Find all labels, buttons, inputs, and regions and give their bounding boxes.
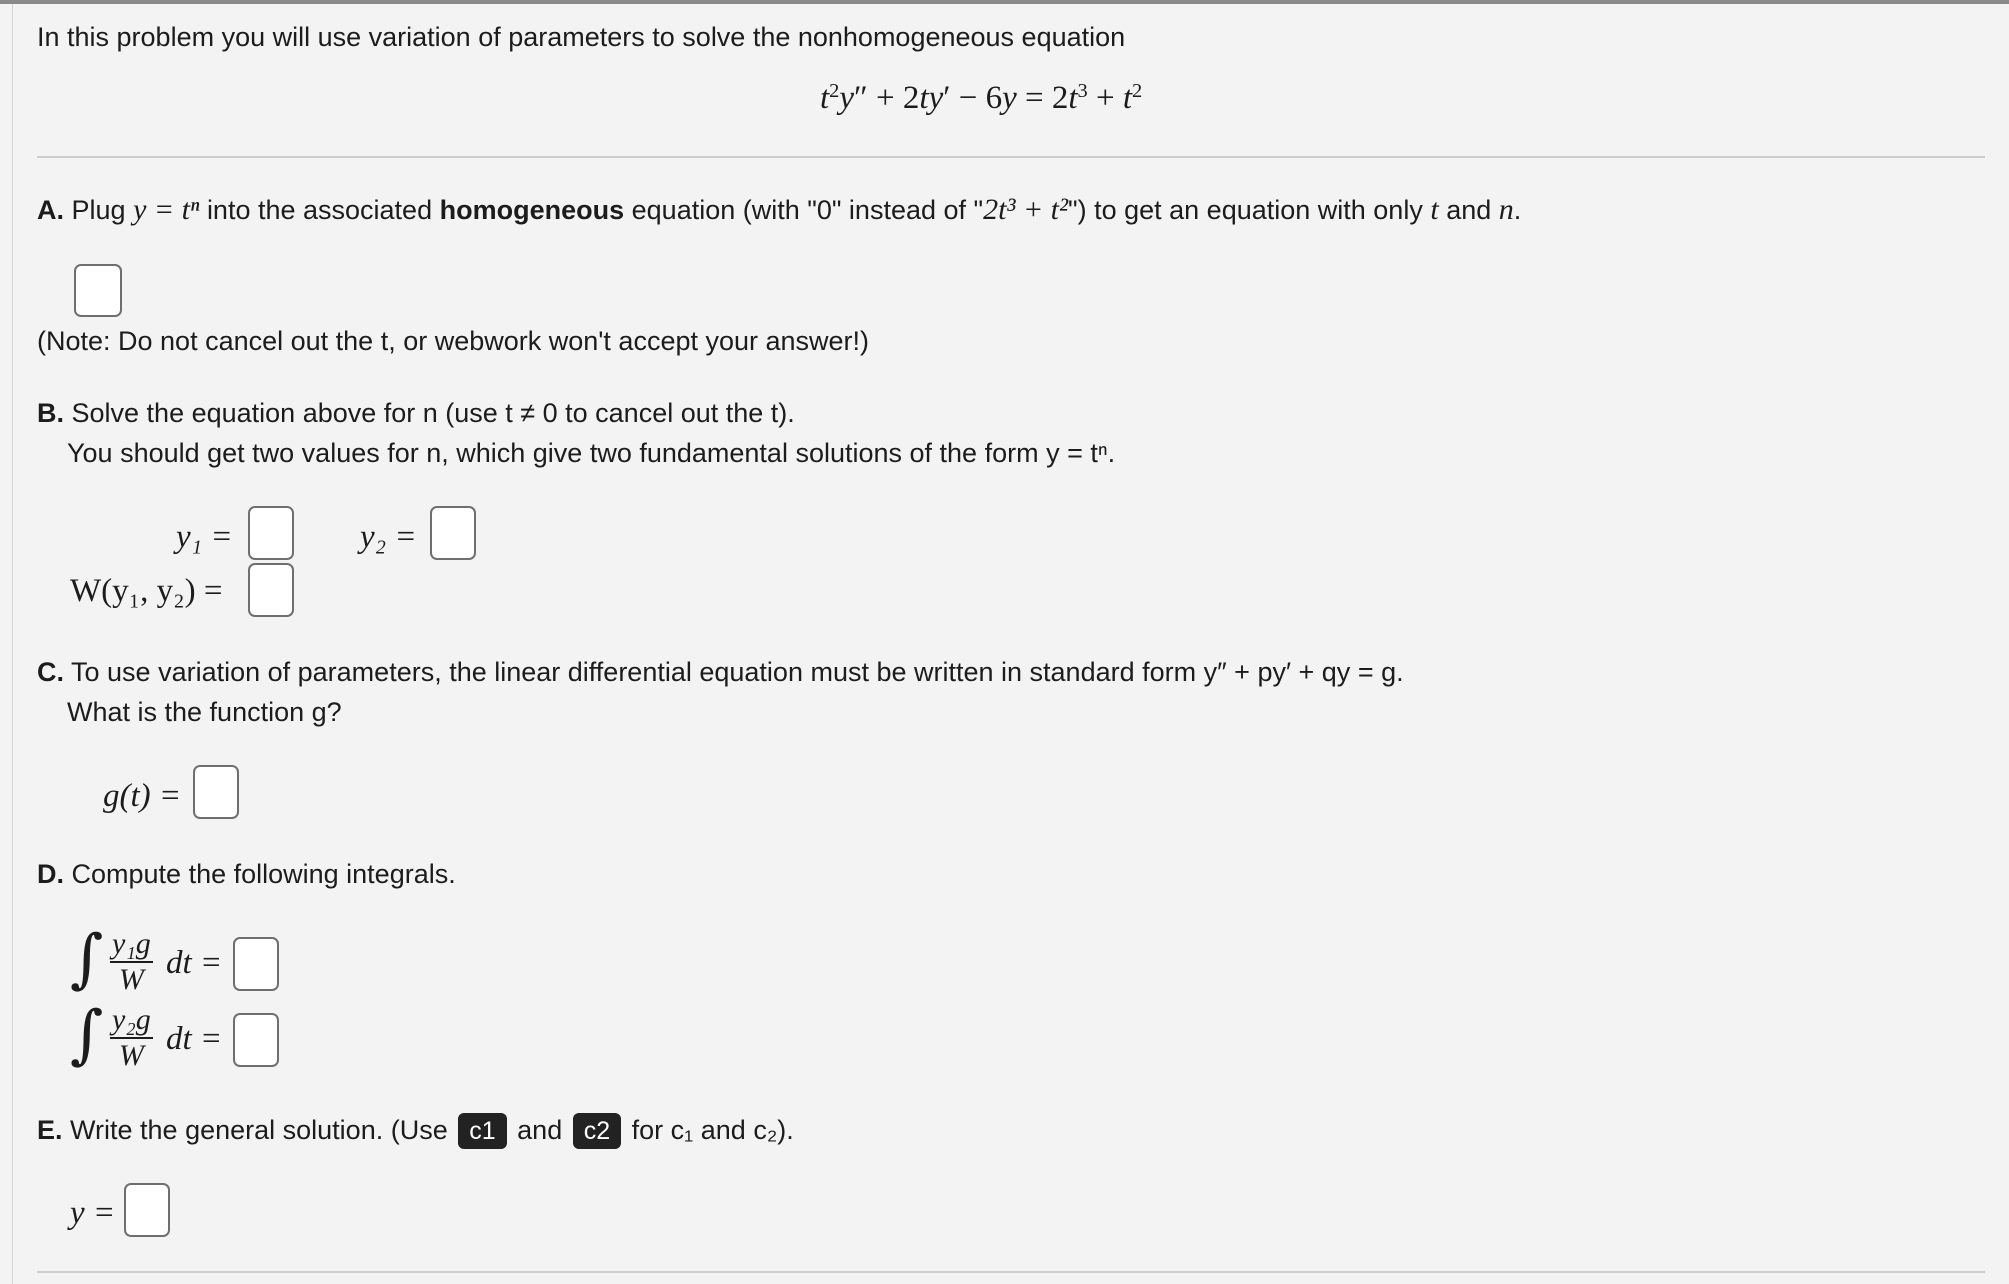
main-equation: $t^2y'' + 2ty' - 6y = 2t^3 + t^2$ bbox=[820, 79, 1143, 116]
y2-input[interactable] bbox=[430, 506, 476, 560]
integral-2-input[interactable] bbox=[233, 1013, 279, 1067]
part-e-prompt: E. Write the general solution. (Use c1 and c2 for c₁ and c₂). bbox=[37, 1113, 794, 1149]
y-label: y = bbox=[70, 1195, 116, 1231]
part-b-line1: B. Solve the equation above for n (use t ≠ 0 to cancel out the t). bbox=[37, 398, 795, 428]
bottom-divider bbox=[37, 1271, 1985, 1273]
y1-input[interactable] bbox=[248, 506, 294, 560]
c2-token: c2 bbox=[573, 1113, 621, 1149]
integral-1-dt: dt = bbox=[166, 945, 223, 981]
integral-1-input[interactable] bbox=[233, 937, 279, 991]
integral-sign-2: ∫ bbox=[70, 998, 104, 1072]
g-label: g(t) = bbox=[103, 778, 182, 814]
c1-token: c1 bbox=[458, 1113, 506, 1149]
general-solution-input[interactable] bbox=[124, 1183, 170, 1237]
integral-1-fraction: $\frac{\text{y₁g}}{W}$ bbox=[112, 927, 151, 996]
wronskian-input[interactable] bbox=[248, 563, 294, 617]
integral-sign-1: ∫ bbox=[70, 922, 104, 996]
integral-2-fraction: $\frac{\text{y₂g}}{W}$ bbox=[112, 1003, 151, 1072]
left-border bbox=[12, 4, 13, 1284]
answer-input-a[interactable] bbox=[74, 264, 122, 317]
divider bbox=[37, 156, 1985, 158]
y2-label: y₂ = bbox=[360, 519, 417, 555]
top-border bbox=[0, 0, 2009, 4]
part-c-line1: C. To use variation of parameters, the linear differential equation must be written in standard form y″ + py′ + qy = g. bbox=[37, 657, 1404, 687]
y1-label: y₁ = bbox=[176, 519, 233, 555]
part-a-prompt: A. Plug y = tⁿ into the associated homogeneous equation (with "0" instead of "2t³ + t²") to get an equation with only t and n. bbox=[37, 193, 1522, 226]
intro-text: In this problem you will use variation of parameters to solve the nonhomogeneous equation bbox=[37, 22, 1126, 52]
part-a-note: (Note: Do not cancel out the t, or webwork won't accept your answer!) bbox=[37, 326, 870, 356]
part-b-line2: You should get two values for n, which give two fundamental solutions of the form y = tⁿ. bbox=[67, 438, 1116, 468]
part-c-line2: What is the function g? bbox=[67, 697, 342, 727]
part-d-prompt: D. Compute the following integrals. bbox=[37, 859, 456, 889]
integral-2-dt: dt = bbox=[166, 1021, 223, 1057]
g-input[interactable] bbox=[193, 765, 239, 819]
wronskian-label: W(y₁, y₂) = bbox=[70, 573, 223, 609]
